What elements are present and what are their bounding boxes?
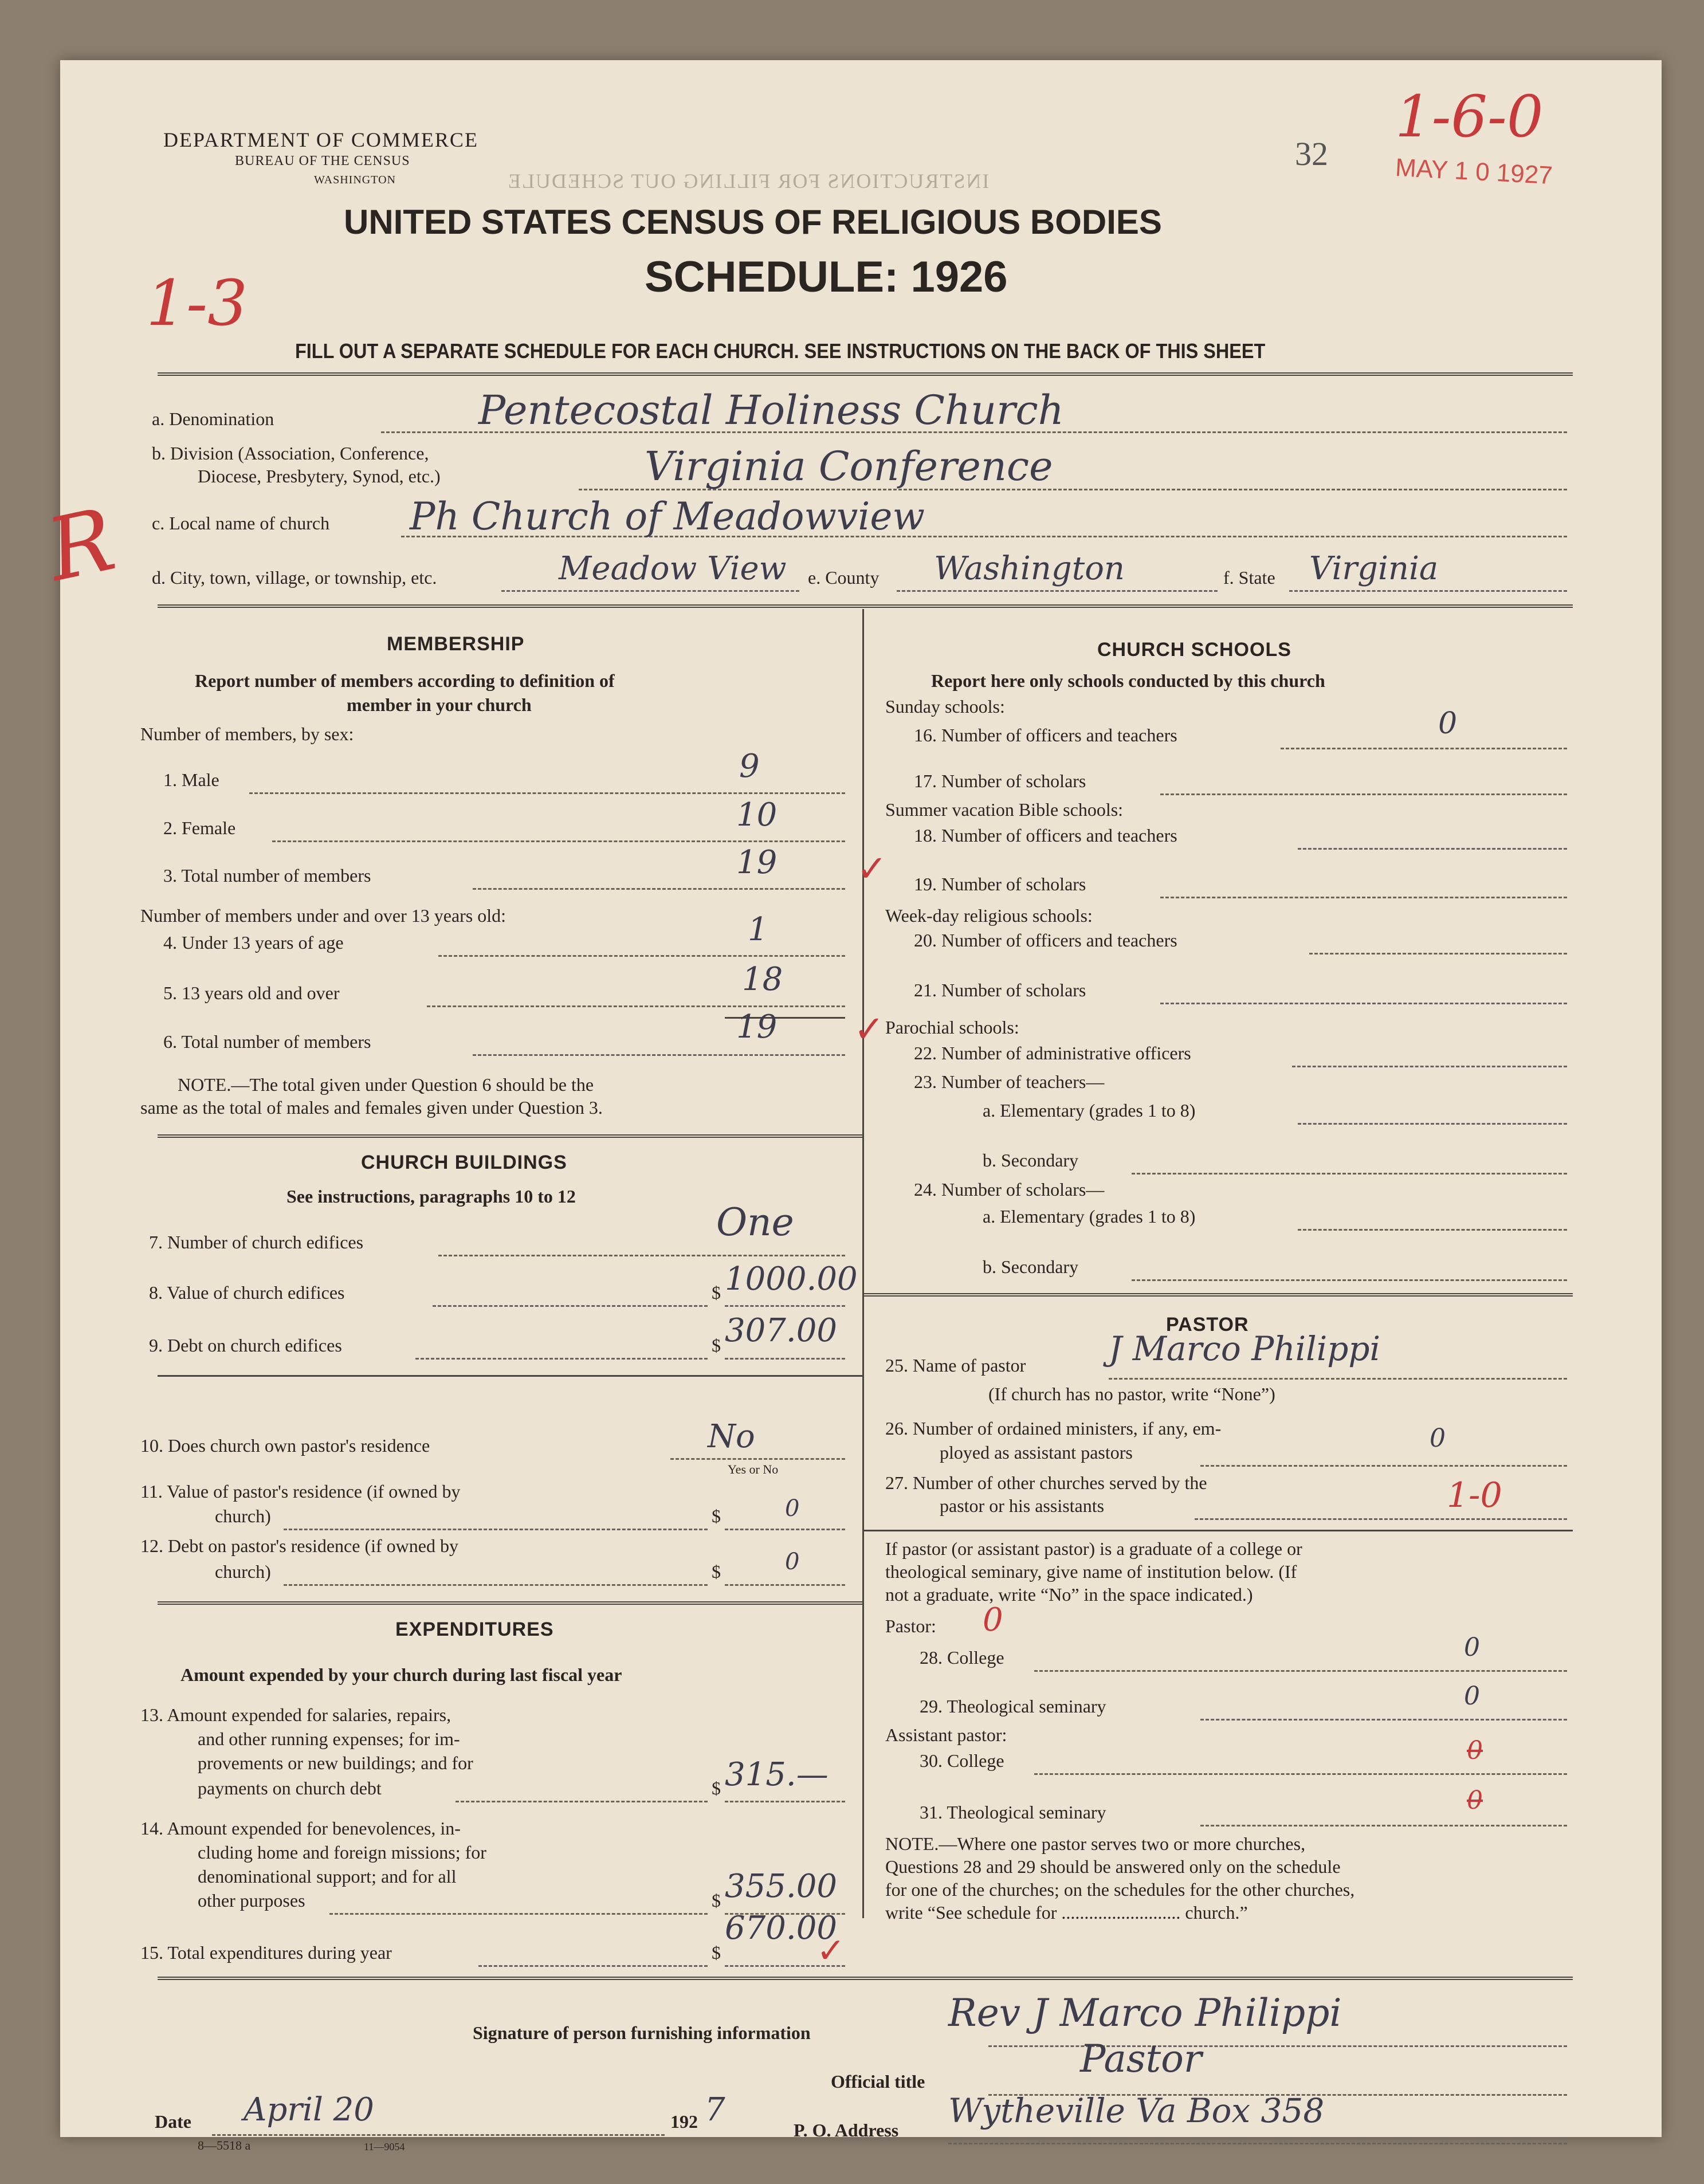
q28-label: 28. College — [920, 1647, 1004, 1668]
q30-label: 30. College — [920, 1750, 1004, 1771]
department-name: DEPARTMENT OF COMMERCE — [163, 128, 478, 151]
expenditures-intro: Amount expended by your church during last fiscal year — [180, 1664, 622, 1685]
members-by-sex-label: Number of members, by sex: — [140, 724, 354, 744]
state-value[interactable]: Virginia — [1309, 550, 1439, 587]
pastor-note-2: Questions 28 and 29 should be answered only on the schedule — [885, 1856, 1341, 1877]
q13-dollar: $ — [712, 1778, 721, 1798]
buildings-intro: See instructions, paragraphs 10 to 12 — [286, 1186, 576, 1207]
q13-label-4: payments on church debt — [198, 1778, 382, 1798]
pastor-grad-label: Pastor: — [885, 1616, 936, 1636]
weekday-schools-label: Week-day religious schools: — [885, 905, 1093, 926]
fill-instruction: FILL OUT A SEPARATE SCHEDULE FOR EACH CHURCH. SEE INSTRUCTIONS ON THE BACK OF THIS SHEET — [295, 339, 1266, 363]
q13-label: 13. Amount expended for salaries, repairs, — [140, 1704, 451, 1725]
local-name-value[interactable]: Ph Church of Meadowview — [410, 494, 925, 539]
official-title-label: Official title — [831, 2071, 925, 2092]
membership-intro-2: member in your church — [347, 694, 532, 715]
q12-value[interactable]: 0 — [785, 1549, 800, 1575]
division-value[interactable]: Virginia Conference — [645, 443, 1053, 490]
denomination-value[interactable]: Pentecostal Holiness Church — [478, 387, 1064, 434]
official-title-value[interactable]: Pastor — [1080, 2037, 1202, 2081]
check-mark-q3: ✓ — [857, 848, 888, 890]
county-label: e. County — [808, 567, 880, 588]
q12-dollar: $ — [712, 1561, 721, 1582]
q14-value[interactable]: 355.00 — [725, 1868, 837, 1905]
po-address-label: P. O. Address — [794, 2120, 899, 2140]
q14-label-2: cluding home and foreign missions; for — [198, 1842, 486, 1863]
county-value[interactable]: Washington — [934, 550, 1125, 587]
q15-label: 15. Total expenditures during year — [140, 1942, 392, 1963]
q31-label: 31. Theological seminary — [920, 1802, 1106, 1822]
parochial-schools-label: Parochial schools: — [885, 1017, 1019, 1038]
membership-heading: MEMBERSHIP — [387, 633, 525, 655]
rule-top — [158, 372, 1573, 376]
q5-label: 5. 13 years old and over — [163, 983, 340, 1003]
census-schedule-sheet — [39, 60, 1662, 2152]
year-prefix: 192 — [670, 2111, 698, 2132]
local-name-label: c. Local name of church — [152, 513, 330, 533]
denomination-label: a. Denomination — [152, 408, 274, 429]
date-value[interactable]: April 20 — [244, 2091, 374, 2128]
membership-note-2: same as the total of males and females given under Question 3. — [140, 1097, 603, 1118]
schools-heading: CHURCH SCHOOLS — [1097, 639, 1291, 661]
q2-value[interactable]: 10 — [736, 796, 778, 834]
q26-label: 26. Number of ordained ministers, if any, em- — [885, 1418, 1222, 1439]
q5-value[interactable]: 18 — [742, 961, 783, 998]
bureau-name: BUREAU OF THE CENSUS — [235, 154, 410, 168]
q16-value[interactable]: 0 — [1438, 706, 1458, 741]
q28-value[interactable]: 0 — [1464, 1633, 1480, 1662]
column-divider — [862, 609, 864, 1918]
signature-value[interactable]: Rev J Marco Philippi — [948, 1991, 1342, 2035]
q6-label: 6. Total number of members — [163, 1031, 371, 1052]
pastor-note-4: write “See schedule for .......................... church.” — [885, 1902, 1248, 1923]
pastor-heading: PASTOR — [1166, 1314, 1249, 1335]
q3-label: 3. Total number of members — [163, 865, 371, 886]
graduate-note-1: If pastor (or assistant pastor) is a graduate of a college or — [885, 1538, 1302, 1559]
q7-label: 7. Number of church edifices — [149, 1232, 364, 1252]
q23b-label: b. Secondary — [983, 1150, 1079, 1170]
signature-label: Signature of person furnishing information — [473, 2022, 811, 2043]
q9-value[interactable]: 307.00 — [725, 1312, 837, 1349]
date-label: Date — [155, 2111, 191, 2132]
q4-value[interactable]: 1 — [748, 911, 768, 948]
summer-schools-label: Summer vacation Bible schools: — [885, 799, 1124, 820]
q9-label: 9. Debt on church edifices — [149, 1335, 342, 1356]
q17-label: 17. Number of scholars — [914, 771, 1086, 791]
schools-intro: Report here only schools conducted by this church — [931, 670, 1325, 691]
form-number: 8—5518 a — [198, 2138, 251, 2152]
buildings-heading: CHURCH BUILDINGS — [361, 1152, 567, 1173]
q21-label: 21. Number of scholars — [914, 980, 1086, 1000]
q27-value[interactable]: 1-0 — [1447, 1475, 1502, 1515]
q1-value[interactable]: 9 — [739, 748, 760, 785]
q25-value[interactable]: J Marco Philippi — [1109, 1329, 1381, 1368]
q23-label: 23. Number of teachers— — [914, 1071, 1105, 1092]
q25-note: (If church has no pastor, write “None”) — [988, 1384, 1275, 1404]
q26-value[interactable]: 0 — [1430, 1424, 1446, 1453]
q20-label: 20. Number of officers and teachers — [914, 930, 1177, 950]
q23a-label: a. Elementary (grades 1 to 8) — [983, 1100, 1196, 1121]
q30-value[interactable]: 0 — [1467, 1736, 1483, 1765]
state-label: f. State — [1223, 567, 1275, 588]
q9-dollar: $ — [712, 1335, 721, 1356]
q8-label: 8. Value of church edifices — [149, 1282, 345, 1303]
po-address-value[interactable]: Wytheville Va Box 358 — [948, 2091, 1325, 2130]
membership-intro-1: Report number of members according to definition of — [195, 670, 615, 691]
asst-pastor-label: Assistant pastor: — [885, 1725, 1007, 1745]
q16-label: 16. Number of officers and teachers — [914, 725, 1177, 745]
q27-label-2: pastor or his assistants — [940, 1495, 1105, 1516]
members-by-age-label: Number of members under and over 13 years old: — [140, 905, 507, 926]
q11-label-2: church) — [215, 1506, 271, 1526]
q12-label: 12. Debt on pastor's residence (if owned by — [140, 1535, 458, 1556]
q14-label-4: other purposes — [198, 1890, 305, 1911]
q24-label: 24. Number of scholars— — [914, 1179, 1105, 1200]
received-stamp: MAY 1 0 1927 — [1394, 153, 1553, 190]
q8-value[interactable]: 1000.00 — [725, 1260, 858, 1298]
graduate-note-2: theological seminary, give name of institution below. (If — [885, 1561, 1297, 1582]
graduate-note-3: not a graduate, write “No” in the space indicated.) — [885, 1584, 1253, 1605]
q10-label: 10. Does church own pastor's residence — [140, 1435, 430, 1456]
bleed-through-text: INSTRUCTIONS FOR FILLING OUT SCHEDULE — [507, 170, 990, 193]
q11-value[interactable]: 0 — [785, 1495, 800, 1522]
q3-value[interactable]: 19 — [736, 844, 778, 881]
year-value[interactable]: 7 — [705, 2091, 725, 2128]
q14-dollar: $ — [712, 1890, 721, 1911]
q18-field[interactable] — [1298, 848, 1567, 850]
q26-label-2: ployed as assistant pastors — [940, 1442, 1133, 1463]
division-label: b. Division (Association, Conference, — [152, 443, 429, 463]
q24a-label: a. Elementary (grades 1 to 8) — [983, 1206, 1196, 1227]
q12-label-2: church) — [215, 1561, 271, 1582]
q13-label-3: provements or new buildings; and for — [198, 1753, 473, 1773]
code-left: 1-3 — [146, 266, 248, 340]
q13-value[interactable]: 315.— — [725, 1756, 829, 1793]
bureau-city: WASHINGTON — [314, 174, 396, 186]
q6-value[interactable]: 19 — [736, 1008, 778, 1046]
q14-label-3: denominational support; and for all — [198, 1866, 457, 1887]
q18-label: 18. Number of officers and teachers — [914, 825, 1177, 846]
q7-value[interactable]: One — [716, 1200, 794, 1244]
q31-value[interactable]: 0 — [1467, 1786, 1483, 1815]
schedule-number: 32 — [1295, 135, 1328, 172]
expenditures-heading: EXPENDITURES — [395, 1619, 554, 1640]
pastor-note-1: NOTE.—Where one pastor serves two or more churches, — [885, 1833, 1306, 1854]
pastor-grad-mark: 0 — [983, 1601, 1003, 1639]
q19-label: 19. Number of scholars — [914, 874, 1086, 894]
review-mark: R — [39, 490, 123, 601]
print-number: 11—9054 — [364, 2141, 405, 2152]
q14-label: 14. Amount expended for benevolences, in- — [140, 1818, 461, 1839]
q8-dollar: $ — [712, 1282, 721, 1303]
q4-label: 4. Under 13 years of age — [163, 932, 344, 953]
q29-label: 29. Theological seminary — [920, 1696, 1106, 1716]
q2-label: 2. Female — [163, 818, 236, 838]
division-label-2: Diocese, Presbytery, Synod, etc.) — [198, 466, 441, 486]
form-title: UNITED STATES CENSUS OF RELIGIOUS BODIES — [344, 203, 1162, 241]
pastor-note-3: for one of the churches; on the schedules for the other churches, — [885, 1879, 1355, 1900]
q1-label: 1. Male — [163, 769, 219, 790]
q22-label: 22. Number of administrative officers — [914, 1043, 1191, 1063]
city-value[interactable]: Meadow View — [559, 550, 787, 587]
rule-mid — [158, 604, 1573, 608]
city-label: d. City, town, village, or township, etc. — [152, 567, 437, 588]
q24b-label: b. Secondary — [983, 1256, 1079, 1277]
q27-label: 27. Number of other churches served by the — [885, 1472, 1207, 1493]
q11-dollar: $ — [712, 1506, 721, 1526]
yes-or-no-hint: Yes or No — [728, 1462, 779, 1476]
q10-value[interactable]: No — [708, 1418, 755, 1455]
check-mark-q15: ✓ — [816, 1931, 846, 1971]
sunday-schools-label: Sunday schools: — [885, 696, 1005, 717]
check-mark-q6: ✓ — [854, 1008, 885, 1051]
q15-value[interactable]: 670.00 — [725, 1910, 837, 1947]
q11-label: 11. Value of pastor's residence (if owned by — [140, 1481, 461, 1502]
code-top: 1-6-0 — [1395, 83, 1544, 150]
q25-label: 25. Name of pastor — [885, 1355, 1026, 1376]
membership-note-1: NOTE.—The total given under Question 6 should be the — [178, 1074, 594, 1095]
q29-value[interactable]: 0 — [1464, 1682, 1480, 1711]
schedule-year: SCHEDULE: 1926 — [645, 253, 1008, 301]
q13-label-2: and other running expenses; for im- — [198, 1729, 460, 1749]
q15-dollar: $ — [712, 1942, 721, 1963]
